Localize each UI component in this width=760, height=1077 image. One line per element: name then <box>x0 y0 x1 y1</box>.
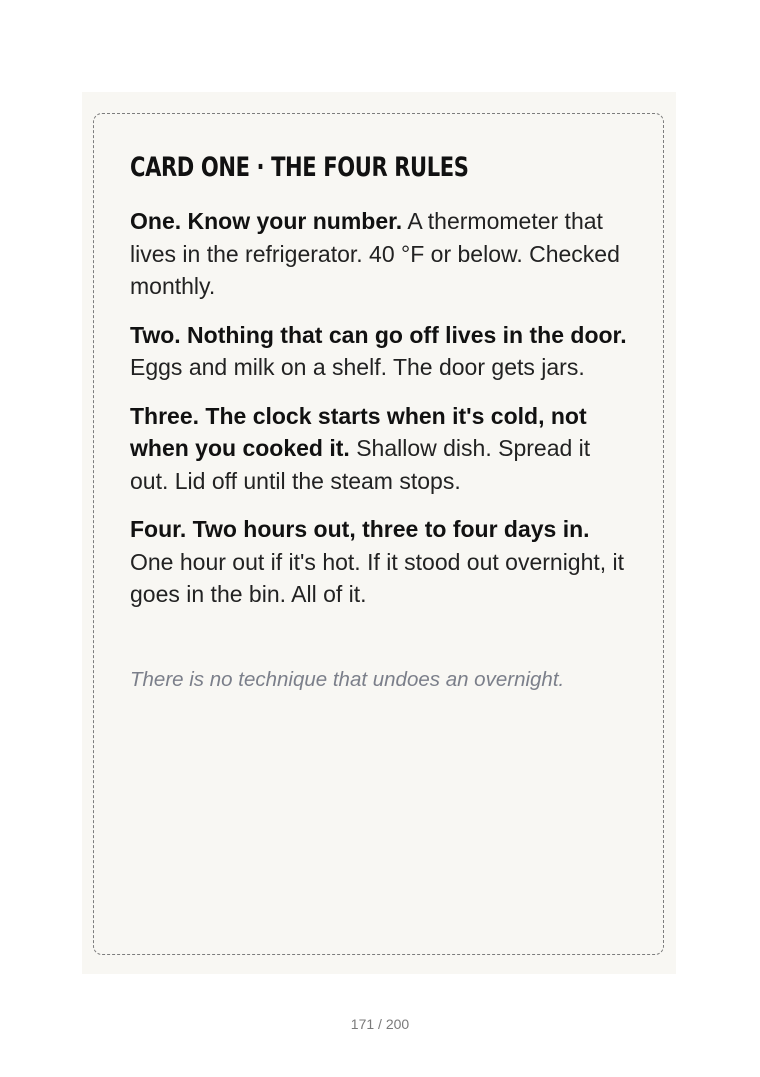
card-title: CARD ONE · THE FOUR RULES <box>130 152 469 183</box>
rule-lead: Three. The clock starts when it's cold, not when you cooked it. <box>130 402 587 461</box>
rules-list <box>130 205 630 627</box>
rule-four <box>130 513 630 611</box>
rule-text: A thermometer that lives in the refrigerator. 40 °F or below. Checked monthly. <box>130 208 620 299</box>
page-number: 171 / 200 <box>350 1016 410 1032</box>
rule-text: One hour out if it's hot. If it stood out overnight, it goes in the bin. All of it. <box>130 548 625 607</box>
closing-note: There is no technique that undoes an overnight. <box>130 668 565 691</box>
rule-one <box>130 205 630 303</box>
rule-lead: One. Know your number. <box>130 208 403 234</box>
rule-text: Eggs and milk on a shelf. The door gets jars. <box>130 354 585 380</box>
rule-three <box>130 400 630 498</box>
rule-lead: Two. Nothing that can go off lives in the door. <box>130 321 627 348</box>
rule-two <box>130 319 630 384</box>
rule-text: Shallow dish. Spread it out. Lid off until the steam stops. <box>130 435 591 494</box>
rule-lead: Four. Two hours out, three to four days in. <box>130 516 590 542</box>
